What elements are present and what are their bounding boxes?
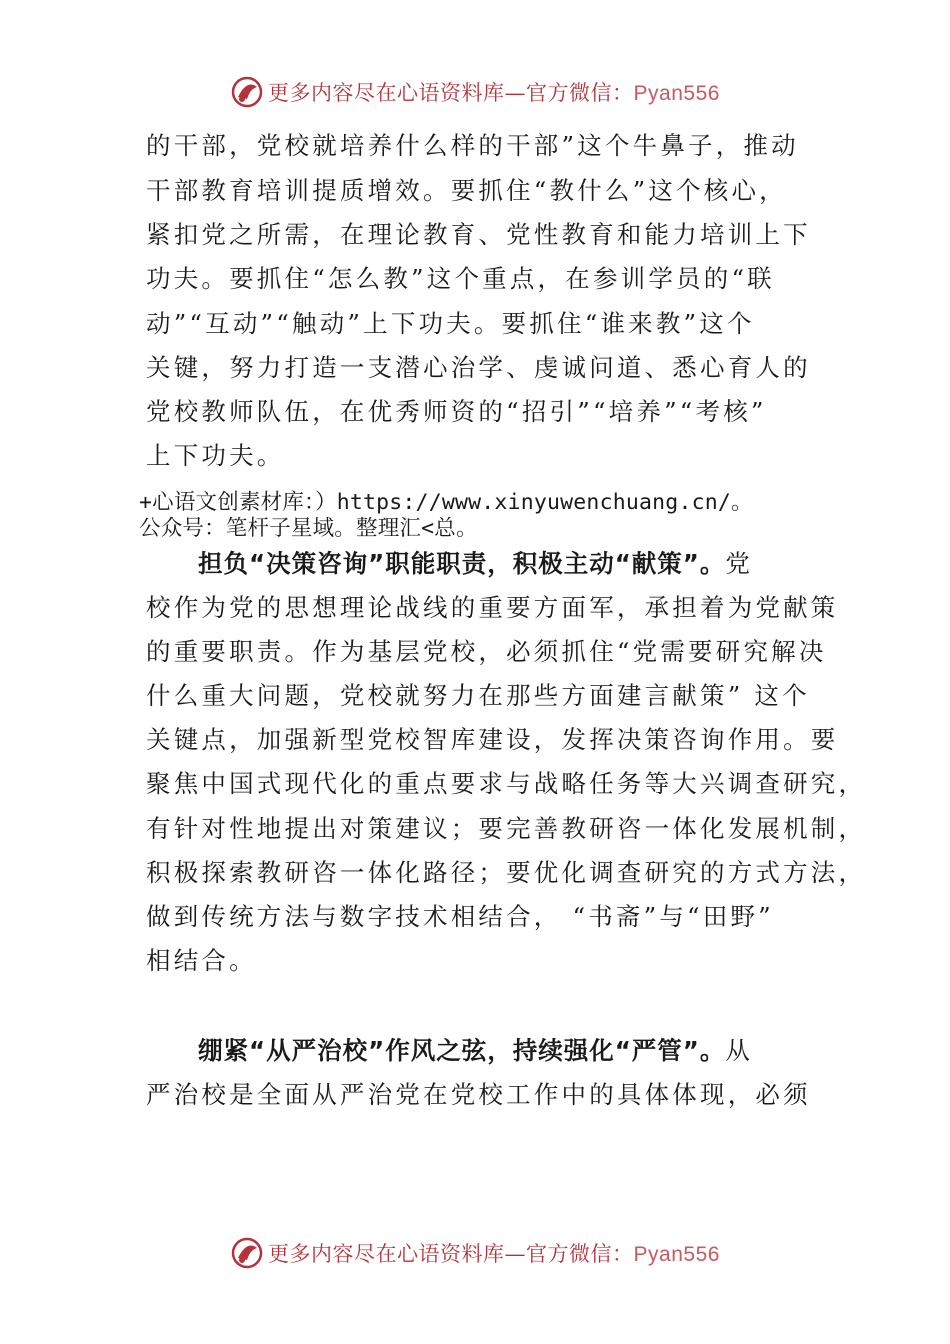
header-banner <box>0 72 950 112</box>
header-banner-account: Pyan556 <box>633 82 720 105</box>
para3-heading: 绷紧“从严治校”作风之弦，持续强化“严管”。 <box>198 1036 726 1065</box>
para1-line: 干部教育培训提质增效。要抓住“教什么”这个核心， <box>146 176 787 205</box>
source-note-line: 公众号：笔杆子星域。整理汇<总。 <box>139 516 478 541</box>
para1-line: 关键，努力打造一支潜心治学、虔诚问道、悉心育人的 <box>146 353 811 382</box>
para2-first-line-rest: 党 <box>725 549 754 578</box>
para2-line: 有针对性地提出对策建议；要完善教研咨一体化发展机制， <box>146 814 867 843</box>
logo-icon <box>230 1236 264 1270</box>
para2-line: 的重要职责。作为基层党校，必须抓住“党需要研究解决 <box>146 637 827 666</box>
footer-banner-text: 更多内容尽在心语资料库—官方微信：Pyan556 <box>268 1242 720 1266</box>
para2-heading: 担负“决策咨询”职能职责，积极主动“献策”。 <box>198 549 726 578</box>
para2-line: 做到传统方法与数字技术相结合， “书斋”与“田野” <box>146 902 774 931</box>
para3-line: 严治校是全面从严治党在党校工作中的具体体现，必须 <box>146 1080 811 1109</box>
footer-banner-account: Pyan556 <box>633 1243 720 1266</box>
para2-line: 校作为党的思想理论战线的重要方面军，承担着为党献策 <box>146 593 839 622</box>
logo-icon <box>230 75 264 109</box>
para1-line: 上下功夫。 <box>146 441 285 470</box>
para2-line: 什么重大问题，党校就努力在那些方面建言献策” 这个 <box>146 681 810 710</box>
header-banner-text: 更多内容尽在心语资料库—官方微信：Pyan556 <box>268 81 720 105</box>
para1-line: 的干部，党校就培养什么样的干部”这个牛鼻子，推动 <box>146 131 799 160</box>
para1-line: 功夫。要抓住“怎么教”这个重点，在参训学员的“联 <box>146 264 775 293</box>
source-note-line: +心语文创素材库：）https://www.xinyuwenchuang.cn/。 <box>139 490 753 515</box>
para2-line: 积极探索教研咨一体化路径；要优化调查研究的方式方法， <box>146 858 867 887</box>
para3-first-line <box>198 1036 753 1066</box>
para2-line: 关键点，加强新型党校智库建设，发挥决策咨询作用。要 <box>146 725 839 754</box>
para2-line: 聚焦中国式现代化的重点要求与战略任务等大兴调查研究， <box>146 769 867 798</box>
footer-banner <box>0 1233 950 1273</box>
para1-line: 紧扣党之所需，在理论教育、党性教育和能力培训上下 <box>146 220 811 249</box>
para1-line: 动”“互动”“触动”上下功夫。要抓住“谁来教”这个 <box>146 309 755 338</box>
para3-first-line-rest: 从 <box>725 1036 754 1065</box>
para2-first-line <box>198 549 753 579</box>
para2-line: 相结合。 <box>146 946 257 975</box>
para1-line: 党校教师队伍，在优秀师资的“招引”“培养”“考核” <box>146 397 767 426</box>
